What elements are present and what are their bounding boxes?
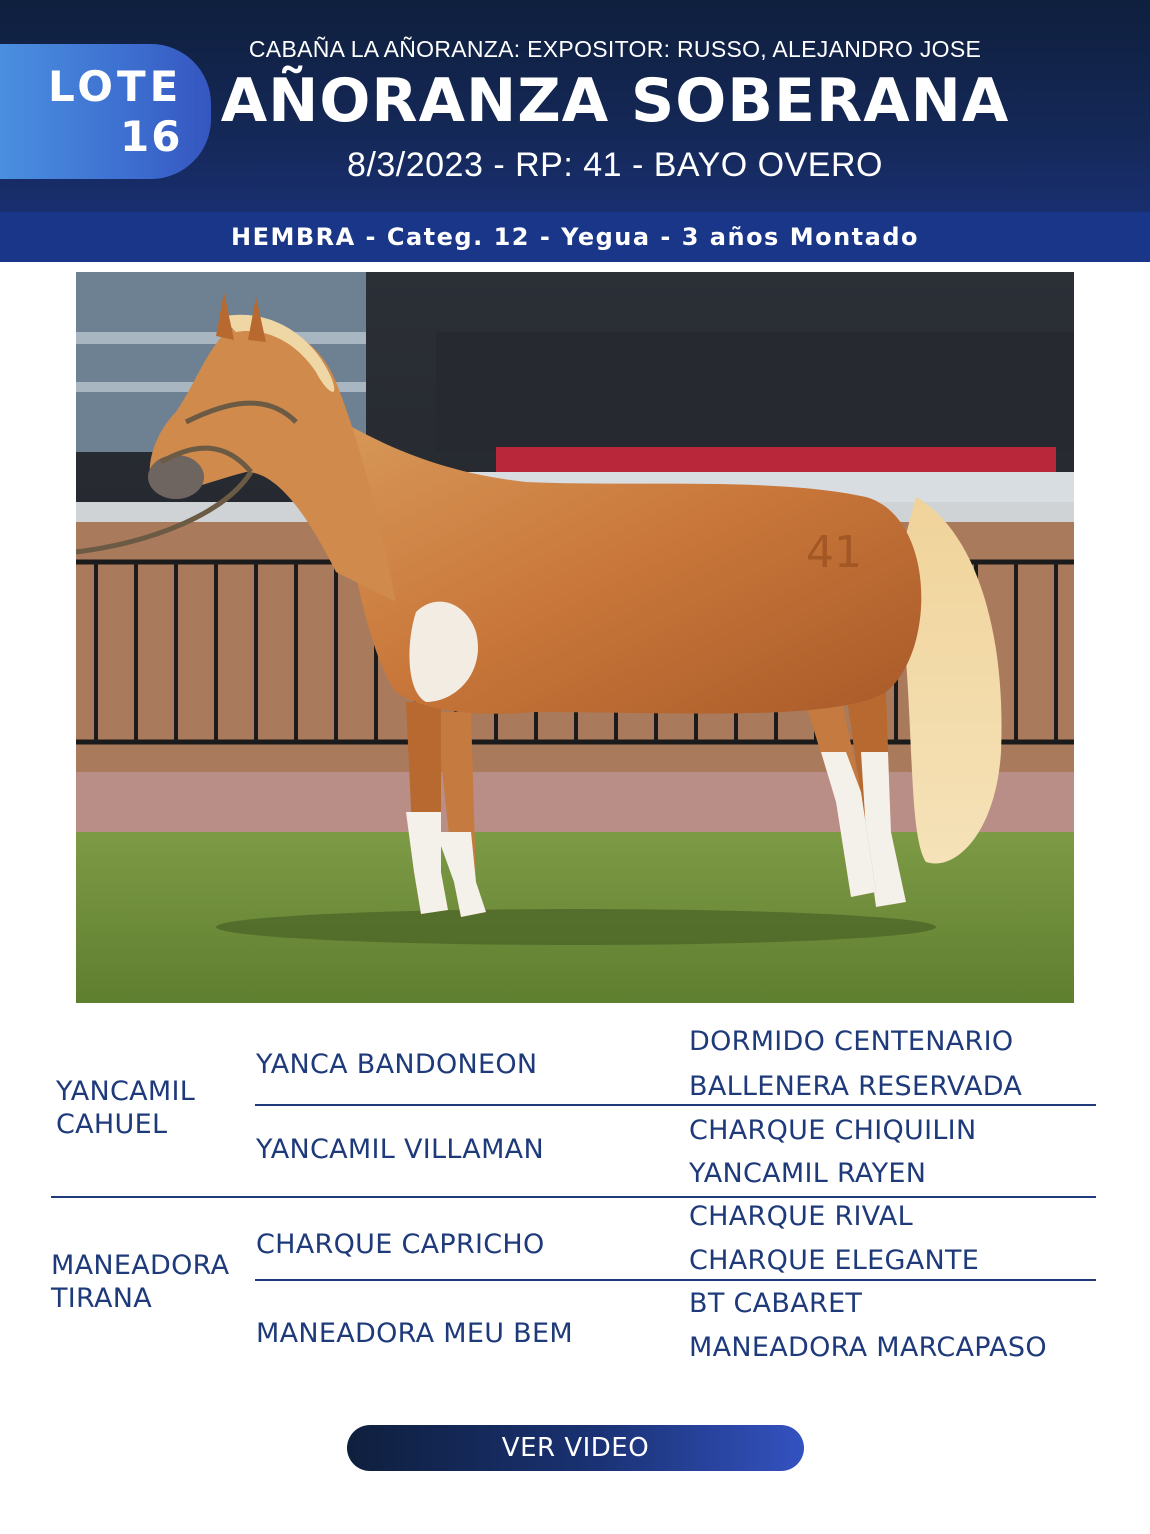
pedigree-divider (255, 1104, 1096, 1106)
horse-details: 8/3/2023 - RP: 41 - BAYO OVERO (347, 146, 883, 184)
category-band (0, 212, 1150, 262)
dam-sire-dam: CHARQUE ELEGANTE (689, 1245, 980, 1276)
horse-name: AÑORANZA SOBERANA (220, 66, 1010, 136)
sire-dam-dam: YANCAMIL RAYEN (689, 1158, 927, 1189)
sire-sire-dam: BALLENERA RESERVADA (689, 1071, 1023, 1102)
sire-sire-sire: DORMIDO CENTENARIO (689, 1026, 1014, 1057)
dam-dam: MANEADORA MEU BEM (256, 1318, 573, 1349)
dam-name-line1: MANEADORA (51, 1250, 230, 1281)
sire-dam-sire: CHARQUE CHIQUILIN (689, 1115, 977, 1146)
dam-dam-sire: BT CABARET (689, 1288, 863, 1319)
dam-sire-sire: CHARQUE RIVAL (689, 1201, 913, 1232)
sire-sire: YANCA BANDONEON (256, 1049, 538, 1080)
dam-sire: CHARQUE CAPRICHO (256, 1229, 545, 1260)
pedigree-main-divider (51, 1196, 1096, 1198)
expositor-line: CABAÑA LA AÑORANZA: EXPOSITOR: RUSSO, ALEJANDRO JOSE (248, 36, 982, 62)
flank-number: 41 (806, 527, 862, 578)
lote-badge (0, 44, 211, 179)
dam-name-line2: TIRANA (51, 1283, 153, 1314)
lote-label: LOTE (48, 62, 183, 111)
horse-photo (76, 272, 1074, 1003)
lote-number: 16 (120, 112, 183, 161)
header (0, 0, 1150, 262)
sire-name-line2: CAHUEL (56, 1109, 168, 1140)
sire-name-line1: YANCAMIL (56, 1076, 196, 1107)
pedigree-divider (255, 1279, 1096, 1281)
category-text: HEMBRA - Categ. 12 - Yegua - 3 años Montado (230, 223, 919, 251)
ver-video-button[interactable]: VER VIDEO (347, 1425, 804, 1471)
dam-dam-dam: MANEADORA MARCAPASO (689, 1332, 1047, 1363)
sire-dam: YANCAMIL VILLAMAN (256, 1134, 544, 1165)
